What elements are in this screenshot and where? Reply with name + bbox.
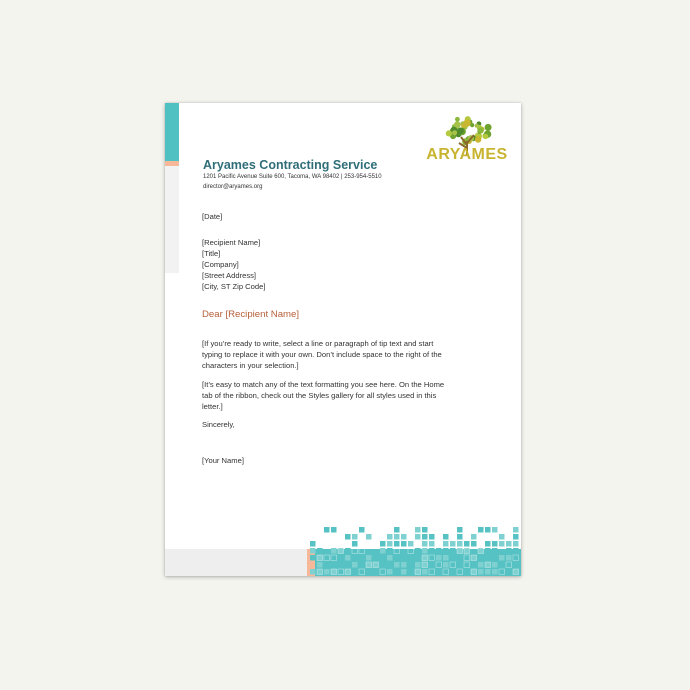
mosaic-tile [373, 569, 379, 575]
mosaic-tile [471, 555, 477, 561]
mosaic-tile [471, 541, 477, 547]
mosaic-tile [485, 548, 491, 554]
mosaic-tile [366, 562, 372, 568]
mosaic-tile [436, 555, 442, 561]
mosaic-tile [415, 548, 421, 554]
mosaic-tile [331, 548, 337, 554]
recipient-name[interactable]: [Recipient Name] [202, 238, 261, 247]
mosaic-tile [401, 555, 407, 561]
mosaic-tile [359, 527, 365, 533]
leaf-dot [446, 130, 452, 136]
mosaic-tile [513, 569, 519, 575]
mosaic-tile [422, 527, 428, 533]
mosaic-tile [492, 541, 498, 547]
mosaic-tile [394, 541, 400, 547]
mosaic-outline [331, 555, 337, 561]
date-field[interactable]: [Date] [202, 212, 223, 221]
mosaic-tile [464, 541, 470, 547]
mosaic-tile [478, 527, 484, 533]
mosaic-tile [310, 569, 316, 575]
leaf-dot [478, 127, 484, 133]
leaf-dot [484, 134, 489, 139]
leaf-dot [457, 128, 464, 135]
mosaic-tile [492, 527, 498, 533]
mosaic-tile [506, 548, 512, 554]
company-address: 1201 Pacific Avenue Suite 600, Tacoma, WA 98402 | 253-954-5510 [203, 174, 382, 180]
mosaic-tile [373, 555, 379, 561]
mosaic-tile [408, 562, 414, 568]
mosaic-tile [352, 562, 358, 568]
mosaic-tile [443, 541, 449, 547]
mosaic-tile [492, 548, 498, 554]
mosaic-tile [317, 548, 323, 554]
recipient-street[interactable]: [Street Address] [202, 271, 257, 280]
mosaic-tile [359, 569, 365, 575]
mosaic-tile [457, 534, 463, 540]
mosaic-tile [310, 548, 316, 554]
mosaic-tile [401, 541, 407, 547]
mosaic-tile [457, 562, 463, 568]
mosaic-tile [513, 548, 519, 554]
signature-name[interactable]: [Your Name] [202, 456, 244, 465]
mosaic-tile [415, 534, 421, 540]
mosaic-tile [499, 555, 505, 561]
mosaic-outline [457, 569, 463, 575]
company-email: director@aryames.org [203, 184, 263, 190]
mosaic-tile [408, 541, 414, 547]
mosaic-tile [415, 562, 421, 568]
mosaic-tile [380, 548, 386, 554]
mosaic-tile [422, 562, 428, 568]
left-peach-bar [165, 161, 179, 166]
mosaic-tile [338, 548, 344, 554]
mosaic-tile [387, 562, 393, 568]
mosaic-tile [387, 534, 393, 540]
mosaic-tile [422, 541, 428, 547]
mosaic-tile [443, 569, 449, 575]
mosaic-tile [492, 569, 498, 575]
mosaic-tile [485, 541, 491, 547]
mosaic-tile [317, 569, 323, 575]
mosaic-outline [324, 555, 330, 561]
mosaic-tile [478, 555, 484, 561]
mosaic-tile [499, 534, 505, 540]
mosaic-tile [324, 527, 330, 533]
leaf-dot [485, 124, 492, 131]
mosaic-tile [415, 569, 421, 575]
mosaic-tile [387, 555, 393, 561]
mosaic-tile [345, 555, 351, 561]
mosaic-tile [422, 548, 428, 554]
mosaic-tile [436, 548, 442, 554]
mosaic-tile [485, 569, 491, 575]
mosaic-tile [310, 541, 316, 547]
mosaic-tile [429, 569, 435, 575]
mosaic-tile [408, 569, 414, 575]
recipient-company[interactable]: [Company] [202, 260, 239, 269]
mosaic-tile [478, 569, 484, 575]
recipient-city[interactable]: [City, ST Zip Code] [202, 282, 266, 291]
mosaic-tile [401, 562, 407, 568]
mosaic-tile [457, 527, 463, 533]
mosaic-tile [380, 569, 386, 575]
mosaic-outline [464, 562, 470, 568]
mosaic-tile [506, 569, 512, 575]
mosaic-tile [499, 569, 505, 575]
mosaic-tile [457, 541, 463, 547]
mosaic-outline [394, 548, 400, 554]
leaf-dot [455, 117, 460, 122]
mosaic-tile [436, 569, 442, 575]
leaf-dot [475, 136, 482, 143]
greeting-line[interactable]: Dear [Recipient Name] [202, 309, 300, 320]
mosaic-outline [408, 548, 414, 554]
mosaic-tile [352, 555, 358, 561]
mosaic-tile [513, 527, 519, 533]
mosaic-tile [394, 562, 400, 568]
mosaic-tile [366, 555, 372, 561]
mosaic-tile [429, 548, 435, 554]
mosaic-tile [422, 555, 428, 561]
mosaic-tile [464, 555, 470, 561]
mosaic-tile [513, 534, 519, 540]
mosaic-tile [359, 562, 365, 568]
mosaic-tile [443, 534, 449, 540]
mosaic-tile [513, 541, 519, 547]
mosaic-tile [317, 555, 323, 561]
mosaic-tile [366, 569, 372, 575]
mosaic-tile [394, 534, 400, 540]
mosaic-tile [345, 562, 351, 568]
mosaic-outline [359, 548, 365, 554]
mosaic-tile [506, 541, 512, 547]
company-name: Aryames Contracting Service [203, 158, 378, 172]
mosaic-tile [429, 541, 435, 547]
pixel-mosaic-graphic [310, 527, 521, 576]
mosaic-tile [478, 562, 484, 568]
mosaic-tile [506, 562, 512, 568]
mosaic-tile [506, 555, 512, 561]
mosaic-tile [450, 548, 456, 554]
mosaic-tile [394, 527, 400, 533]
mosaic-tile [352, 541, 358, 547]
mosaic-tile [331, 527, 337, 533]
mosaic-tile [394, 569, 400, 575]
body-paragraph-2[interactable]: [It’s easy to match any of the text formatting you see here. On the Home tab of the ribbon, check out the Styles gallery for all styles used in this letter.] [202, 380, 445, 412]
mosaic-tile [464, 548, 470, 554]
mosaic-tile [485, 555, 491, 561]
body-paragraph-1[interactable]: [If you’re ready to write, select a line or paragraph of tip text and start typing to replace it with your own. Don’t include space to the right of the characters in your selection.] [202, 339, 442, 371]
mosaic-tile [436, 562, 442, 568]
mosaic-outline [429, 555, 435, 561]
recipient-title[interactable]: [Title] [202, 249, 221, 258]
leaf-dot [470, 123, 474, 127]
mosaic-tile [345, 548, 351, 554]
mosaic-tile [422, 534, 428, 540]
mosaic-tile [443, 548, 449, 554]
mosaic-tile [317, 562, 323, 568]
mosaic-tile [331, 569, 337, 575]
mosaic-outline [352, 548, 358, 554]
footer-gray-band [165, 549, 307, 576]
mosaic-tile [352, 569, 358, 575]
mosaic-tile [422, 569, 428, 575]
letterhead-page [165, 103, 521, 576]
mosaic-tile [471, 569, 477, 575]
left-teal-bar [165, 103, 179, 161]
logo-wordmark: ARYAMES [426, 146, 508, 163]
mosaic-tile [338, 569, 344, 575]
mosaic-tile [485, 562, 491, 568]
mosaic-tile [513, 555, 519, 561]
leaf-dot [452, 130, 457, 135]
mosaic-tile [478, 548, 484, 554]
mosaic-tile [429, 534, 435, 540]
mosaic-tile [415, 527, 421, 533]
mosaic-tile [457, 548, 463, 554]
mosaic-tile [387, 569, 393, 575]
mosaic-tile [492, 562, 498, 568]
mosaic-tile [380, 541, 386, 547]
mosaic-tile [401, 534, 407, 540]
leaf-dot [463, 119, 470, 126]
mosaic-tile [387, 548, 393, 554]
mosaic-tile [450, 562, 456, 568]
mosaic-tile [345, 534, 351, 540]
mosaic-tile [499, 541, 505, 547]
mosaic-tile [387, 541, 393, 547]
mosaic-tile [401, 569, 407, 575]
mosaic-tile [408, 555, 414, 561]
mosaic-tile [324, 569, 330, 575]
mosaic-tile [345, 569, 351, 575]
mosaic-tile [373, 562, 379, 568]
leaf-dot [475, 124, 479, 128]
closing-line[interactable]: Sincerely, [202, 420, 235, 429]
mosaic-tile [352, 534, 358, 540]
mosaic-tile [443, 555, 449, 561]
mosaic-tile [450, 541, 456, 547]
mosaic-tile [366, 534, 372, 540]
mosaic-tile [471, 562, 477, 568]
mosaic-tile [471, 534, 477, 540]
mosaic-tile [310, 555, 316, 561]
mosaic-tile [450, 569, 456, 575]
mosaic-tile [485, 527, 491, 533]
mosaic-tile [443, 562, 449, 568]
